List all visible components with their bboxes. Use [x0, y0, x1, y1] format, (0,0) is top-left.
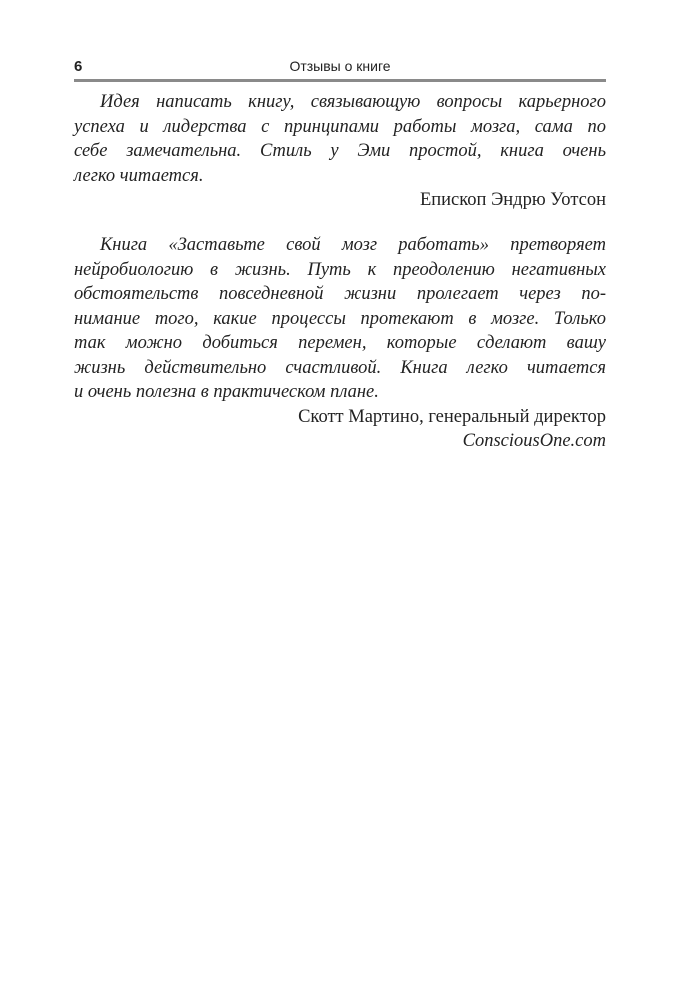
page-number: 6 [74, 58, 83, 75]
quote-line: жизнь действительно счастливой. Книга легко читается [74, 357, 606, 378]
quote-line: себе замечательна. Стиль у Эми простой, книга очень [74, 141, 606, 161]
quote-line: так можно добиться перемен, которые сделают вашу [74, 333, 606, 353]
quote-author: Епископ Эндрю Уотсон [419, 190, 606, 210]
quote-line: Идея написать книгу, связывающую вопросы карьерного [100, 92, 606, 112]
running-header [74, 58, 606, 78]
quote-line: успеха и лидерства с принципами работы мозга, сама по [74, 116, 606, 137]
quote-1 [74, 90, 606, 213]
header-rule [74, 79, 606, 82]
quote-author: Скотт Мартино, генеральный директор [298, 406, 606, 427]
quote-2 [74, 233, 606, 454]
running-title: Отзывы о книге [289, 58, 391, 74]
quote-line: легко читается. [74, 165, 204, 186]
quote-line: и очень полезна в практическом плане. [74, 382, 379, 402]
quote-author-site: ConsciousOne.com [462, 431, 606, 451]
quote-line: нейробиологию в жизнь. Путь к преодолению негативных [74, 259, 606, 280]
quote-line: обстоятельств повседневной жизни пролегает через по- [74, 284, 606, 304]
quote-line: нимание того, какие процессы протекают в мозге. Только [74, 308, 606, 329]
quote-line: Книга «Заставьте свой мозг работать» претворяет [100, 235, 606, 255]
